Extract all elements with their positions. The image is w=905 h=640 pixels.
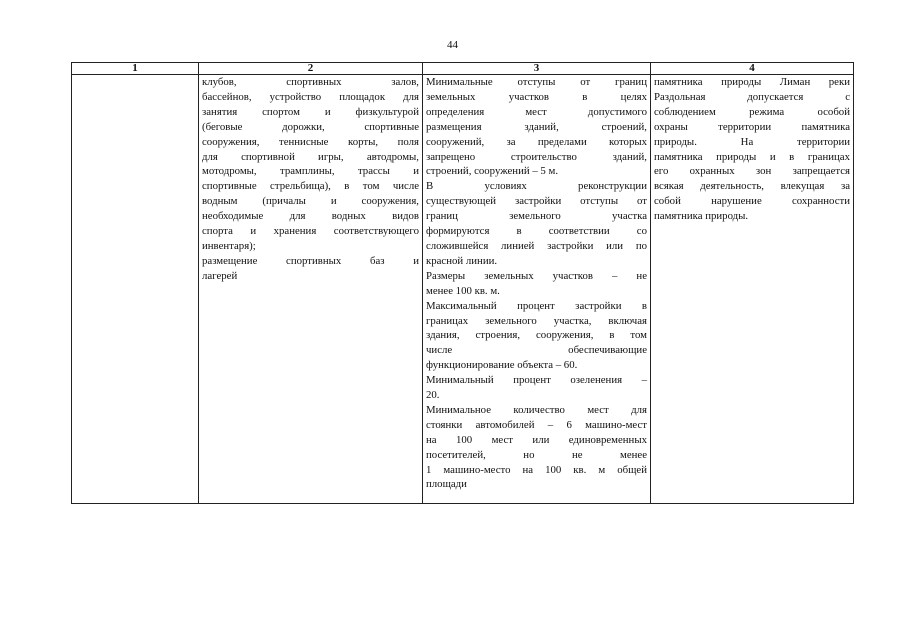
cell-text-line: Максимальный процент застройки в: [426, 299, 647, 312]
cell-col2-permitted-uses: [199, 75, 423, 504]
cell-text-line: занятия спортом и физкультурой: [202, 105, 419, 118]
cell-text-line: памятника природы Лиман реки: [654, 76, 850, 88]
cell-text-line: стоянки автомобилей – 6 машино-мест: [426, 418, 647, 431]
cell-text-line: Раздольная допускается с: [654, 90, 850, 103]
header-row: [72, 63, 854, 75]
cell-text-line: сооружения, теннисные корты, поля: [202, 135, 419, 148]
cell-text-line: сооружений, за пределами которых: [426, 135, 647, 148]
column-header-3: 3: [423, 63, 651, 75]
cell-text-line: 20.: [426, 389, 440, 402]
cell-text-line: природы. На территории: [654, 135, 850, 148]
cell-text-line: клубов, спортивных залов,: [202, 76, 419, 88]
cell-text-line: границ земельного участка: [426, 210, 647, 223]
cell-text-line: менее 100 кв. м.: [426, 284, 500, 297]
cell-text-line: функционирование объекта – 60.: [426, 359, 578, 372]
cell-text-line: инвентаря);: [202, 239, 256, 252]
cell-text-line: Размеры земельных участков – не: [426, 269, 647, 282]
cell-col3-parameters: [423, 75, 651, 504]
cell-text-line: строений, сооружений – 5 м.: [426, 165, 559, 178]
cell-text-line: формируются в соответствии со: [426, 225, 647, 238]
cell-col4-restrictions: [651, 75, 854, 504]
cell-text-line: земельных участков в целях: [426, 90, 647, 103]
cell-text-line: памятника природы и в границах: [654, 150, 850, 163]
cell-text-line: необходимые для водных видов: [202, 210, 419, 223]
cell-text-line: (беговые дорожки, спортивные: [202, 120, 419, 133]
cell-text-line: площади: [426, 478, 467, 491]
cell-text-line: сложившейся линией застройки или по: [426, 239, 647, 252]
cell-text-line: посетителей, но не менее: [426, 448, 647, 461]
cell-text-line: на 100 мест или единовременных: [426, 433, 647, 446]
cell-text-line: размещение спортивных баз и: [202, 254, 419, 267]
column-header-2: 2: [199, 63, 423, 75]
cell-text-line: здания, строения, сооружения, в том: [426, 329, 647, 342]
cell-text-line: водным (причалы и сооружения,: [202, 195, 419, 208]
cell-text-line: В условиях реконструкции: [426, 180, 647, 193]
cell-text-line: для спортивной игры, автодромы,: [202, 150, 419, 163]
cell-text-line: красной линии.: [426, 254, 498, 267]
cell-text-line: лагерей: [202, 269, 238, 282]
cell-text-line: мотодромы, трамплины, трассы и: [202, 165, 419, 178]
column-header-4: 4: [651, 63, 854, 75]
cell-text-line: 1 машино-место на 100 кв. м общей: [426, 463, 647, 476]
cell-text-line: собой нарушение сохранности: [654, 195, 850, 208]
cell-col1: [72, 75, 199, 504]
cell-text-line: существующей застройки отступы от: [426, 195, 647, 208]
cell-text-line: памятника природы.: [654, 210, 749, 223]
cell-text-line: бассейнов, устройство площадок для: [202, 90, 419, 103]
column-header-1: 1: [72, 63, 199, 75]
cell-text-line: соблюдением режима особой: [654, 105, 850, 118]
cell-text-line: его охранных зон запрещается: [654, 165, 850, 178]
cell-text-line: определения мест допустимого: [426, 105, 647, 118]
cell-text-line: спортивные стрельбища), в том числе: [202, 180, 419, 193]
table-row: [72, 75, 854, 504]
cell-text-line: всякая деятельность, влекущая за: [654, 180, 850, 193]
cell-text-line: Минимальное количество мест для: [426, 403, 647, 416]
page-number: 44: [447, 39, 458, 51]
cell-text-line: Минимальный процент озеленения –: [426, 374, 647, 387]
cell-text-line: запрещено строительство зданий,: [426, 150, 647, 163]
cell-text-line: Минимальные отступы от границ: [426, 76, 647, 88]
cell-text-line: размещения зданий, строений,: [426, 120, 647, 133]
cell-text-line: охраны территории памятника: [654, 120, 850, 133]
cell-text-line: границах земельного участка, включая: [426, 314, 647, 327]
cell-text-line: спорта и хранения соответствующего: [202, 225, 419, 238]
cell-text-line: числе обеспечивающие: [426, 344, 647, 357]
zoning-table: [71, 62, 854, 504]
